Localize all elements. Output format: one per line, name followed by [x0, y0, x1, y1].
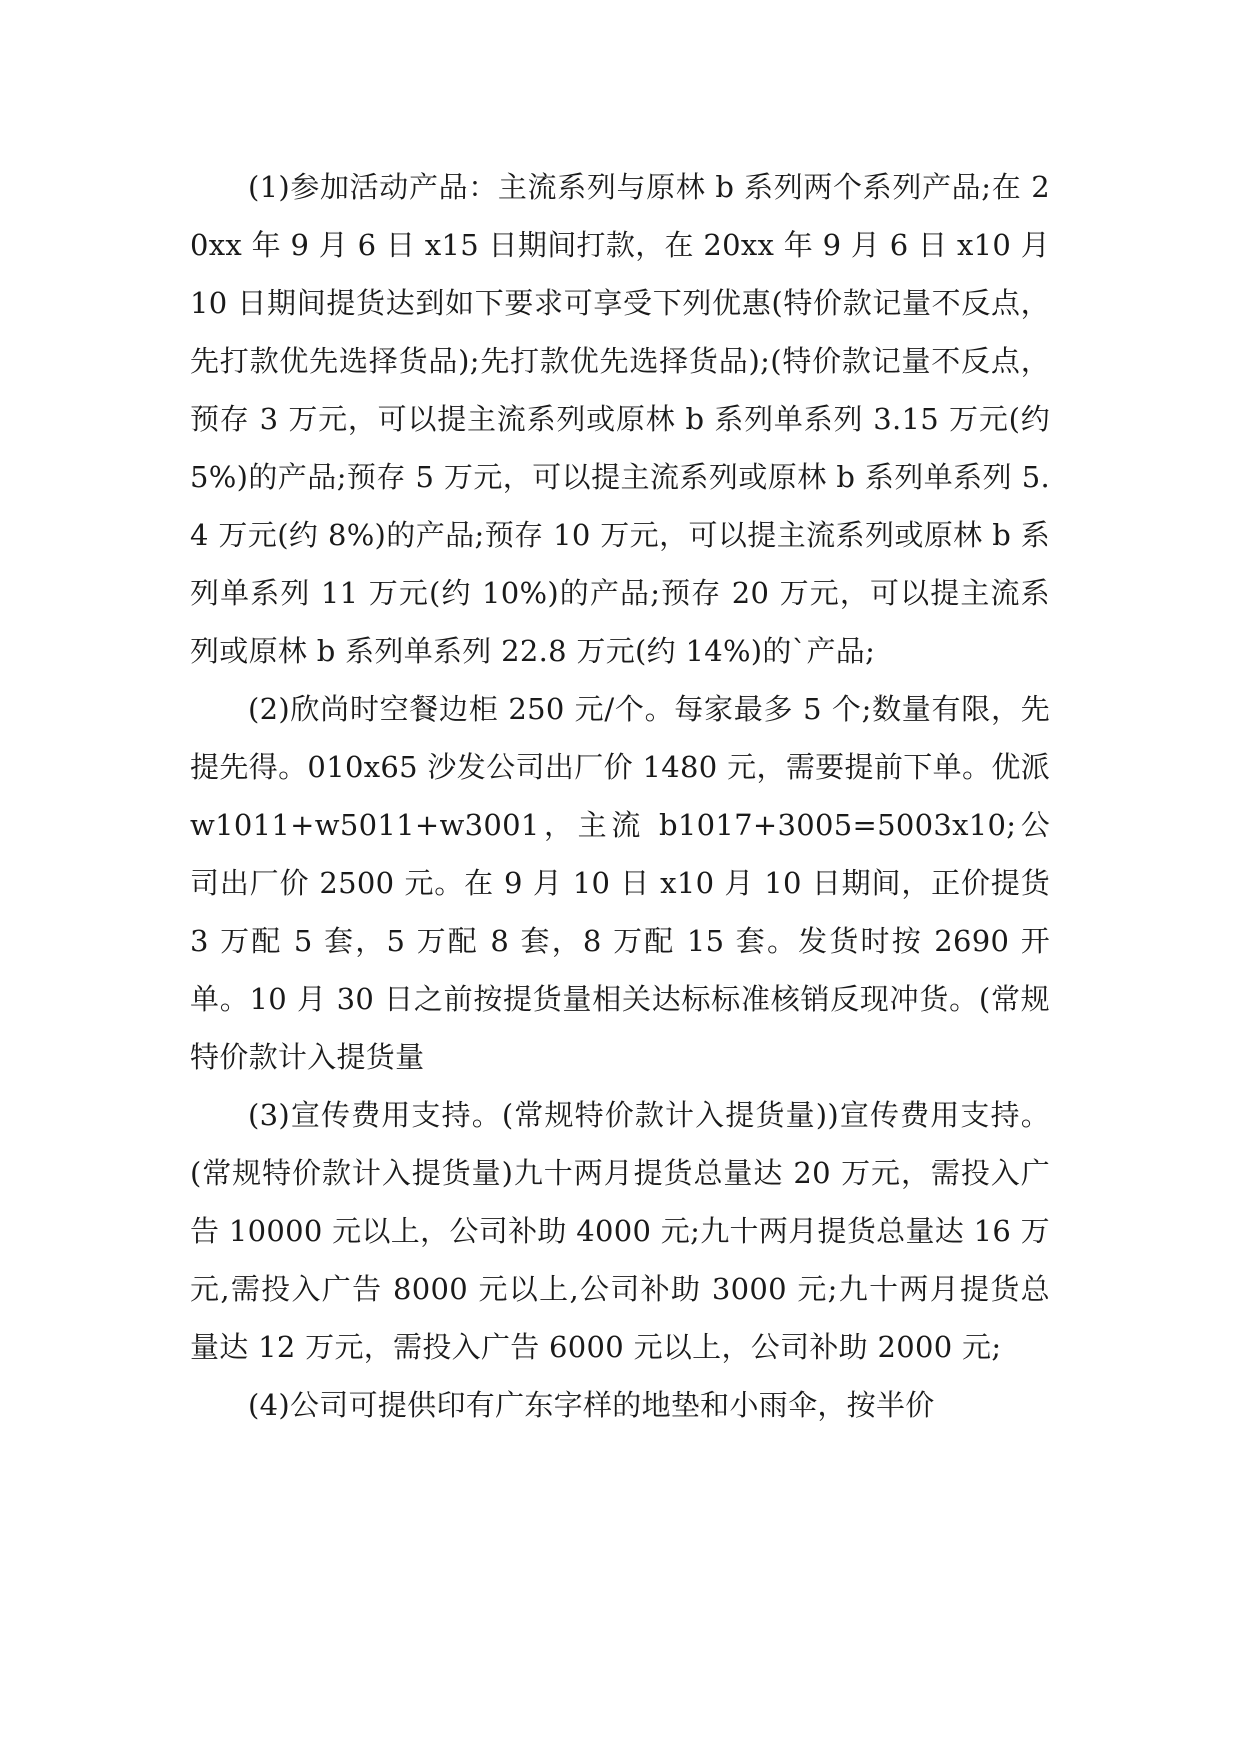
paragraph-2: (2)欣尚时空餐边柜 250 元/个。每家最多 5 个;数量有限，先提先得。010x65 沙发公司出厂价 1480 元，需要提前下单。优派 w1011+w5011+w3001，主流 b1017+3005=5003x10;公司出厂价 2500 元。在 9 月 10 日 x10 月 10 日期间，正价提货 3 万配 5 套，5 万配 8 套，8 万配 15 套。发货时按 2690 开单。10 月 30 日之前按提货量相关达标标准核销反现冲货。(常规特价款计入提货量: [190, 692, 1050, 1074]
document-body: [190, 158, 1050, 1434]
paragraph-4: (4)公司可提供印有广东字样的地垫和小雨伞，按半价: [248, 1388, 935, 1422]
paragraph-3: (3)宣传费用支持。(常规特价款计入提货量))宣传费用支持。(常规特价款计入提货量)九十两月提货总量达 20 万元，需投入广告 10000 元以上，公司补助 4000 元;九十两月提货总量达 16 万元,需投入广告 8000 元以上,公司补助 3000 元;九十两月提货总量达 12 万元，需投入广告 6000 元以上，公司补助 2000 元;: [190, 1098, 1050, 1364]
paragraph-1: (1)参加活动产品：主流系列与原林 b 系列两个系列产品;在 20xx 年 9 月 6 日 x15 日期间打款，在 20xx 年 9 月 6 日 x10 月 10 日期间提货达到如下要求可享受下列优惠(特价款记量不反点，先打款优先选择货品);先打款优先选择货品);(特价款记量不反点，预存 3 万元，可以提主流系列或原林 b 系列单系列 3.15 万元(约 5%)的产品;预存 5 万元，可以提主流系列或原林 b 系列单系列 5.4 万元(约 8%)的产品;预存 10 万元，可以提主流系列或原林 b 系列单系列 11 万元(约 10%)的产品;预存 20 万元，可以提主流系列或原林 b 系列单系列 22.8 万元(约 14%)的`产品;: [190, 170, 1050, 668]
